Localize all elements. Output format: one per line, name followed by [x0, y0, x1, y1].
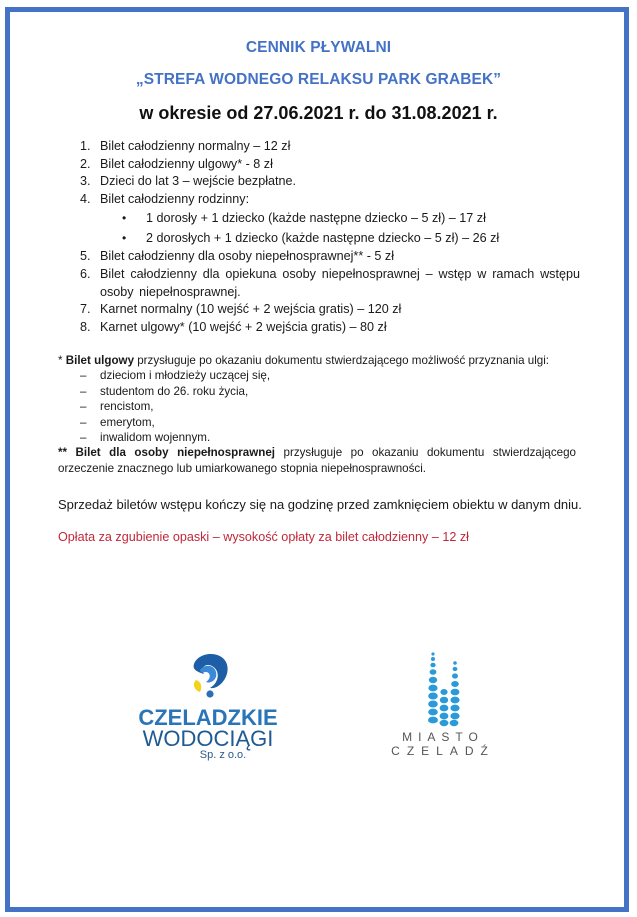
- logo-line-3: Sp. z o.o.: [199, 749, 247, 761]
- family-option: [80, 208, 580, 228]
- group-text: inwalidom wojennym.: [100, 431, 211, 445]
- item-text: Dzieci do lat 3 – wejście bezpłatne.: [100, 174, 297, 189]
- option-text: 2 dorosłych + 1 dziecko (każde następne dziecko – 5 zł) – 26 zł: [146, 231, 500, 246]
- item-text: Bilet całodzienny dla opiekuna osoby niepełnosprawnej – wstęp w ramach wstępu osoby niepełnosprawnej.: [100, 266, 580, 299]
- footnote-term: Bilet ulgowy: [65, 354, 135, 367]
- dash-icon: –: [80, 431, 87, 445]
- list-item: [80, 191, 580, 209]
- group-text: emerytom,: [100, 415, 155, 429]
- list-item: [80, 266, 580, 301]
- lost-wristband-fee: Opłata za zgubienie opaski – wysokość opłaty za bilet całodzienny – 12 zł: [58, 530, 469, 544]
- czeladzkie-wodociagi-logo: [138, 650, 278, 760]
- sales-info: Sprzedaż biletów wstępu kończy się na godzinę przed zamknięciem obiektu w danym dniu.: [58, 497, 582, 512]
- family-option: [80, 228, 580, 248]
- miasto-czeladz-logo: [385, 650, 495, 760]
- dash-icon: –: [80, 415, 87, 429]
- venue-name: „STREFA WODNEGO RELAKSU PARK GRABEK”: [135, 71, 502, 88]
- water-drop-icon: [138, 650, 278, 706]
- item-number: 5.: [80, 249, 91, 264]
- list-item: [80, 156, 580, 174]
- list-item: [80, 138, 580, 156]
- item-number: 8.: [80, 319, 91, 334]
- item-number: 2.: [80, 156, 91, 171]
- disabled-ticket-note: [58, 445, 576, 476]
- group-text: studentom do 26. roku życia,: [100, 384, 249, 398]
- item-number: 4.: [80, 191, 91, 206]
- footnote-text: przysługuje po okazaniu dokumentu stwierdzającego: [275, 446, 576, 460]
- footnote-text: przysługuje po okazaniu dokumentu stwierdzającego możliwość przyznania ulgi:: [134, 354, 550, 367]
- eligible-group: [58, 430, 576, 445]
- item-text: Bilet całodzienny dla osoby niepełnosprawnej** - 5 zł: [100, 249, 395, 264]
- dots-tower-icon: [385, 650, 495, 730]
- eligible-group: [58, 415, 576, 430]
- logo-line-1: CZELADZKIE: [138, 705, 278, 730]
- dash-icon: –: [80, 400, 87, 414]
- list-item: [80, 173, 580, 191]
- group-text: rencistom,: [100, 400, 154, 414]
- footnotes: [58, 353, 576, 476]
- price-list: [80, 138, 580, 336]
- item-number: 3.: [80, 174, 91, 189]
- footnote-marker: *: [58, 354, 66, 367]
- item-text: Bilet całodzienny ulgowy* - 8 zł: [100, 156, 273, 171]
- item-number: 1.: [80, 139, 91, 153]
- note-line-2: orzeczenie znacznego lub umiarkowanego stopnia niepełnosprawności.: [58, 461, 427, 475]
- footnote-marker: **: [58, 446, 76, 460]
- logo-line-2: WODOCIĄGI: [142, 726, 274, 751]
- list-item: [80, 301, 580, 319]
- list-item: [80, 319, 580, 337]
- dash-icon: –: [80, 369, 87, 383]
- reduced-ticket-note: [58, 353, 576, 368]
- bullet-icon: •: [122, 231, 127, 246]
- dash-icon: –: [80, 384, 87, 398]
- validity-period: w okresie od 27.06.2021 r. do 31.08.2021 r.: [139, 103, 498, 123]
- eligible-group: [58, 399, 576, 414]
- item-text: Bilet całodzienny normalny – 12 zł: [100, 139, 291, 153]
- item-text: Bilet całodzienny rodzinny:: [100, 191, 250, 206]
- bullet-icon: •: [122, 211, 127, 226]
- footnote-term: Bilet dla osoby niepełnosprawnej: [75, 446, 275, 460]
- group-text: dzieciom i młodzieży uczącej się,: [100, 369, 271, 383]
- logo-line-1: MIASTO: [402, 730, 484, 744]
- item-text: Karnet normalny (10 wejść + 2 wejścia gratis) – 120 zł: [100, 302, 402, 317]
- option-text: 1 dorosły + 1 dziecko (każde następne dziecko – 5 zł) – 17 zł: [146, 211, 486, 226]
- eligible-group: [58, 384, 576, 399]
- eligible-group: [58, 368, 576, 383]
- list-item: [80, 248, 580, 266]
- item-number: 7.: [80, 302, 91, 317]
- page-title: CENNIK PŁYWALNI: [245, 39, 392, 56]
- note-line-1: [58, 445, 576, 460]
- item-text: Karnet ulgowy* (10 wejść + 2 wejścia gratis) – 80 zł: [100, 319, 387, 334]
- logo-line-2: CZELADŹ: [391, 744, 495, 758]
- item-number: 6.: [80, 266, 91, 281]
